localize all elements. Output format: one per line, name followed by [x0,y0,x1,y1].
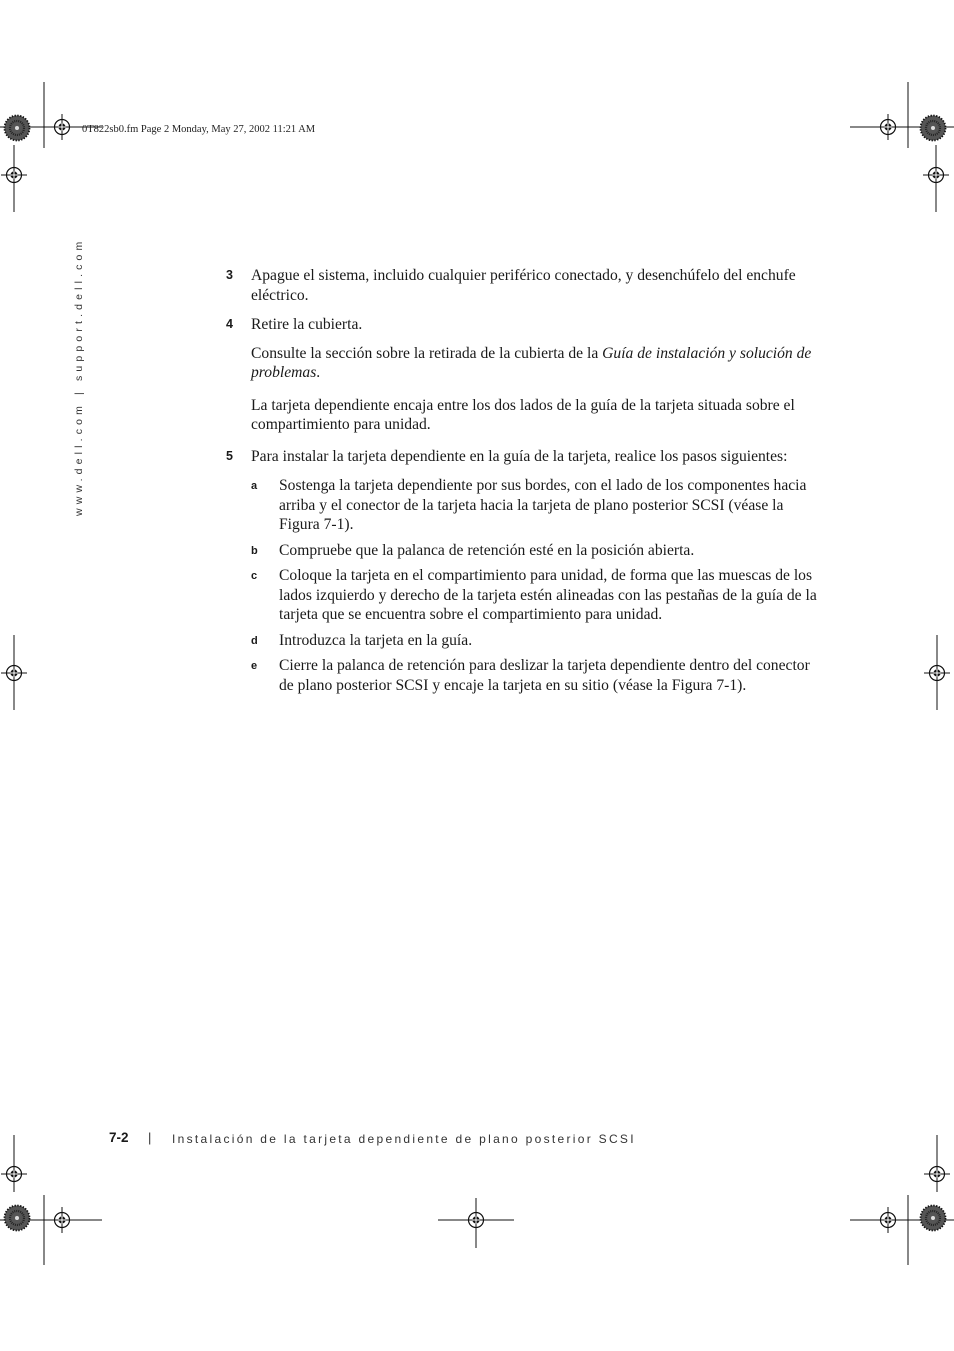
instructions-body [226,266,826,695]
registration-mark-top-left [0,82,102,212]
guide-title: Guía de instalación y solución de problemas [251,344,812,381]
step-number: 5 [226,448,233,463]
substep-c [226,566,826,625]
registration-mark-bottom-center [438,1198,514,1248]
substep-e [226,656,826,695]
substep-text: Compruebe que la palanca de retención esté en la posición abierta. [279,541,695,559]
registration-mark-middle-left [1,635,27,710]
substep-letter: e [251,660,258,672]
page-number: 7-2 [109,1130,129,1145]
substep-text: Sostenga la tarjeta dependiente por sus bordes, con el lado de los componentes hacia arriba y el conector de la tarjeta hacia la tarjeta de plano posterior SCSI (véase la Figura 7-1). [279,477,807,533]
substep-letter: a [251,480,258,492]
step-text: Apague el sistema, incluido cualquier periférico conectado, y desenchúfelo del enchufe eléctrico. [251,267,796,304]
step-number: 3 [226,268,233,282]
chapter-title: Instalación de la tarjeta dependiente de plano posterior SCSI [172,1132,636,1146]
substep-text: Cierre la palanca de retención para deslizar la tarjeta dependiente dentro del conector de plano posterior SCSI y encaje la tarjeta en su sitio (véase la Figura 7-1). [279,657,810,694]
step-5 [226,447,826,467]
substep-letter: c [251,570,258,582]
step-number: 4 [226,317,233,331]
file-info-header: 0T822sb0.fm Page 2 Monday, May 27, 2002 11:21 AM [82,124,316,135]
step-4 [226,315,826,335]
paragraph-text-end: . [316,364,321,381]
paragraph-text: Consulte la sección sobre la retirada de la cubierta de la [251,344,603,362]
paragraph-text: La tarjeta dependiente encaja entre los dos lados de la guía de la tarjeta situada sobre el compartimiento para unidad. [251,396,795,433]
step-4-paragraph-2 [226,396,826,435]
substep-text: Introduzca la tarjeta en la guía. [279,631,473,649]
step-text: Retire la cubierta. [251,316,363,333]
substep-text: Coloque la tarjeta en el compartimiento para unidad, de forma que las muescas de los lados izquierdo y derecho de la tarjeta estén alineadas con las pestañas de la guía de la tarjeta que se encuentra sobre el compartimiento para unidad. [279,567,817,623]
registration-mark-middle-right [924,635,950,710]
side-url-text: www.dell.com | support.dell.com [73,237,85,516]
substep-letter: d [251,634,258,647]
step-3 [226,266,826,305]
substep-d [226,631,826,651]
footer-separator: | [148,1130,152,1145]
registration-mark-bottom-right [850,1135,954,1265]
registration-mark-top-right [850,82,954,212]
substep-letter: b [251,544,258,557]
step-4-paragraph-1 [226,344,826,383]
registration-mark-bottom-left [0,1135,102,1265]
substep-a [226,476,826,535]
substep-b [226,541,826,561]
step-text: Para instalar la tarjeta dependiente en la guía de la tarjeta, realice los pasos siguientes: [251,447,788,465]
